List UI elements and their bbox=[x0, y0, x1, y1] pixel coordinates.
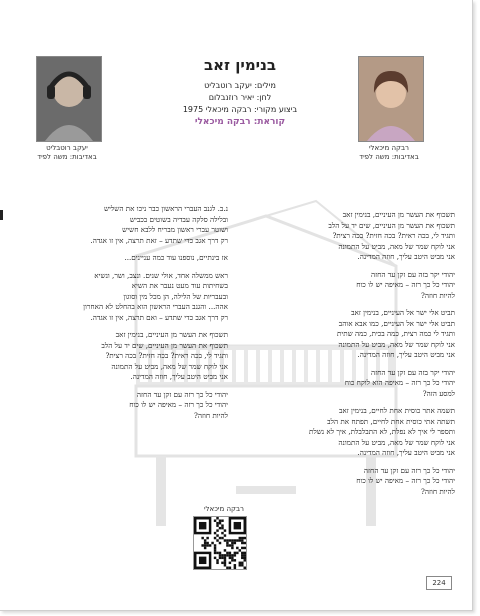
lyrics-credit: מילים: יעקב רוטבליט bbox=[204, 81, 276, 90]
lyric-line: רק דרך אגב כדי שתדע – זאת תרצה, אין זו אגדה. bbox=[90, 235, 228, 245]
portrait-rivka-michaeli bbox=[358, 56, 424, 142]
lyric-line: תשמה אתר כוסית אחת לחיים, בנימין זאב bbox=[338, 406, 455, 415]
qr-label: רבקה מיכאלי bbox=[203, 505, 244, 513]
crop-mark bbox=[0, 210, 3, 220]
caption-right-credit: באדיבות: משה לפיד bbox=[359, 153, 419, 161]
lyrics-left-column bbox=[20, 204, 228, 428]
lyric-line: רק דרך אגב כדי שתדע – ואם תרצה, אין זו אגדה. bbox=[90, 312, 228, 322]
lyric-line: למסע הזה? bbox=[422, 388, 455, 398]
lyric-line: ותספר לי איך לא נפלת, לא התבלבלת, איך לא נשלת bbox=[308, 427, 455, 436]
caption-right-name: רבקה מיכאלי bbox=[368, 144, 409, 152]
lyric-line: ושוטר עברי ראשון מבריח ללבא חשיש bbox=[122, 225, 228, 234]
portrait-yaakov-rotblit bbox=[36, 56, 102, 142]
lyric-line: יהודי כל כך רזה – מאיפה יש לו כוח bbox=[356, 280, 455, 289]
lyric-line: אני לוקח שמר של מאה, מביט על התמונה bbox=[111, 361, 228, 371]
page-number: 224 bbox=[426, 576, 452, 590]
stanza bbox=[20, 204, 228, 246]
lyric-line: תשכוף את העשר מן העיניים, שים יד על הלב bbox=[328, 220, 455, 230]
lyric-line: אני מביט היטב עליך, חוזה המדינה. bbox=[130, 372, 228, 381]
lyric-line: אני לוקח שמר של מאה, מביט על התמונה bbox=[338, 241, 455, 251]
lyric-line: אני מביט היטב עליך, חוזה המדינה. bbox=[357, 350, 455, 359]
lyric-line: אהה... והגנב העברי הראשון הוא בהחלט לא האחרון bbox=[83, 302, 228, 311]
song-title: בנימין זאב bbox=[203, 56, 277, 74]
lyric-line: בשחיתות עוד מעט נעבר את השיא bbox=[131, 281, 228, 290]
lyric-line: אני לוקח שמר של מאה, מביט על התמונה bbox=[338, 437, 455, 447]
lyric-line: ותגיד לי, בכה ראית? בכה חזית? בכה רצית? bbox=[105, 351, 228, 360]
stanza bbox=[250, 368, 455, 400]
caption-left-credit: באדיבות: משה לפיד bbox=[37, 153, 97, 161]
caption-right bbox=[344, 144, 434, 162]
lyric-line: תשכוף את העשר מן העיניים, בנימין זאב bbox=[342, 210, 455, 219]
stanza bbox=[250, 270, 455, 302]
lyric-line: תשכוף את העשר מן העיניים, בנימין זאב bbox=[115, 330, 228, 339]
caption-left-name: יעקב רוטבליט bbox=[46, 144, 88, 152]
lyric-line: תשתה אתי כוסית אחת לחיים, תפתח את הלב bbox=[327, 416, 455, 426]
caption-left bbox=[22, 144, 112, 162]
stanza bbox=[20, 253, 228, 264]
stanza bbox=[20, 390, 228, 422]
qr-code[interactable] bbox=[193, 516, 247, 570]
lyric-line: יהודי יקר בזה עם זקן עד החזה bbox=[370, 367, 455, 377]
lyric-line: ותגיד לי כמה רצית, כמה בכית, כמה שתית bbox=[336, 329, 455, 338]
lyric-line: תשכוף את העשר מן העיניים, שים יד על הלב bbox=[101, 340, 228, 350]
performer-credit: ביצוע מקורי: רבקה מיכאלי 1975 bbox=[182, 105, 298, 114]
lyrics-right-column bbox=[250, 210, 455, 504]
stanza bbox=[20, 271, 228, 324]
stanza bbox=[20, 330, 228, 383]
lyric-line: להיות חוזה? bbox=[421, 486, 455, 496]
stanza bbox=[250, 308, 455, 361]
song-header bbox=[150, 56, 330, 129]
lyric-line: אני לוקח שמר של מאה, מביט על התמונה bbox=[338, 339, 455, 349]
lyric-line: תביט אלי ישר אל העיניים, בנימין זאב bbox=[351, 308, 455, 317]
lyric-line: יהודי כל כך רזה – מאיפה יש לו כוח bbox=[129, 400, 228, 409]
lyric-line: יהודי כל כך רזה – מאיפה יש לו כוח bbox=[356, 476, 455, 485]
lyric-line: להיות חוזה? bbox=[194, 410, 228, 420]
stanza bbox=[250, 406, 455, 459]
lyric-line: אני מביט היטב עליך, חוזה המדינה. bbox=[357, 252, 455, 261]
lyric-line: יהודי כל כך רזה עם זקן עד החזה bbox=[363, 465, 455, 475]
lyric-line: תביט אלי ישר אל העיניים, כמו אבא אוהב bbox=[338, 318, 455, 328]
lyric-line: אני מביט היטב עליך, חוזה המדינה. bbox=[357, 448, 455, 457]
stanza bbox=[250, 210, 455, 263]
lyric-line: נ.ב. לגנב העברי הראשון כבר ניכו את השליש bbox=[103, 204, 228, 213]
lyric-line: יהודי יקר בזה עם זקן עד החזה bbox=[370, 269, 455, 279]
lyric-line: יהודי כל כך רזה עם זקן עד החזה bbox=[136, 389, 228, 399]
lyric-line: אז בינתיים, נוספנו עוד כמה עניינים... bbox=[124, 253, 228, 262]
lyric-line: ובעבריות של הלילה, הן מכל מין וסוגון bbox=[123, 291, 228, 301]
lyric-line: ראש ממשלה אחד, אולי שנים. ונצב, ושר, ונשיא bbox=[94, 270, 228, 280]
lyric-line: להיות חוזה? bbox=[421, 290, 455, 300]
lyric-line: יהודי כל כך רזה – מאיפה הוא לוקח כוח bbox=[344, 378, 455, 387]
composer-credit: לחן: יאיר רוזנבלום bbox=[208, 93, 272, 102]
reader-credit: קוראת: רבקה מיכאלי bbox=[194, 117, 286, 127]
lyric-line: ותגיד לי, בכה ראית? בכה חזית? בכה רצית? bbox=[332, 231, 455, 240]
stanza bbox=[250, 466, 455, 498]
lyric-line: ובלילה סלקה עבדיה בשוטים בכביש bbox=[129, 214, 228, 224]
